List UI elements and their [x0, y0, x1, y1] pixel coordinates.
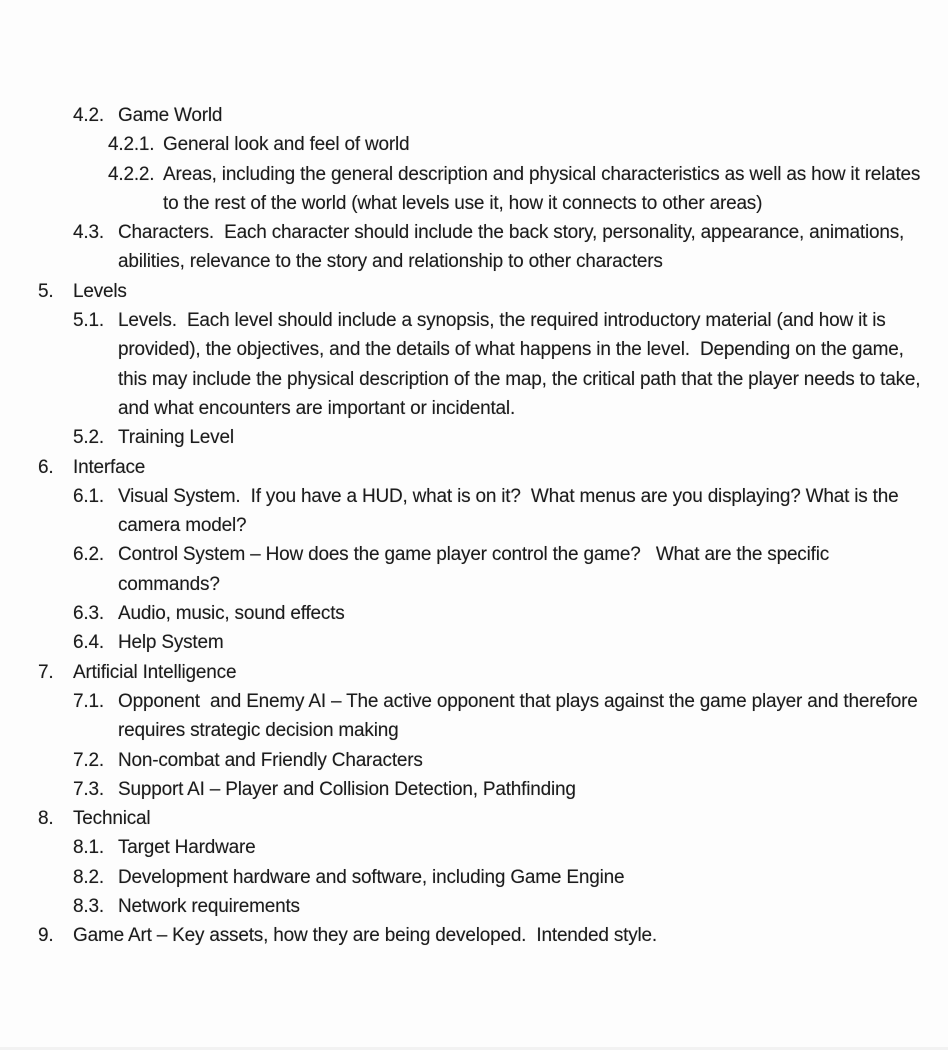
outline-item-text: Non-combat and Friendly Characters: [118, 749, 423, 771]
outline-item-number: 4.2.: [73, 105, 104, 126]
outline-item: [73, 863, 922, 892]
outline-item-text: Network requirements: [118, 896, 300, 918]
outline-item: [73, 540, 922, 599]
outline-item: [73, 101, 922, 130]
outline-item: [38, 804, 922, 833]
outline-item: [108, 130, 922, 159]
outline-item-number: 7.1.: [73, 690, 104, 712]
outline-item: [38, 658, 922, 687]
outline-item-number: 8.2.: [73, 866, 104, 888]
outline-item-number: 7.3.: [73, 778, 104, 800]
outline-item-text: Training Level: [118, 427, 234, 449]
outline-item: [73, 833, 922, 862]
outline-item-number: 4.3.: [73, 222, 104, 244]
outline-item-number: 8.3.: [73, 896, 104, 918]
outline-item-text: Characters. Each character should include the back story, personality, appearance, animations, abilities, relevance to the story and relationship to other characters: [118, 222, 910, 273]
outline-item: [73, 423, 922, 452]
outline-item: [73, 628, 922, 657]
outline-item-text: Opponent and Enemy AI – The active opponent that plays against the game player and therefore requires strategic decision making: [118, 690, 923, 742]
outline-item-text: General look and feel of world: [163, 134, 410, 156]
outline-item: [108, 160, 926, 219]
outline-item-text: Levels. Each level should include a synopsis, the required introductory material (and how it is provided), the objectives, and the details of what happens in the level. Depending on the game, this may include the physical description of the map, the critical path that the player needs to take, and what encounters are important or incidental.: [118, 310, 926, 419]
outline-item-number: 7.: [38, 661, 54, 683]
outline-item-text: Control System – How does the game player control the game? What are the specific commands?: [118, 544, 835, 595]
outline-item-text: Interface: [73, 456, 146, 478]
outline-item: [73, 775, 922, 804]
outline-item-text: Game World: [118, 105, 223, 126]
outline-item-number: 6.: [38, 456, 54, 478]
outline-item-text: Visual System. If you have a HUD, what is on it? What menus are you displaying? What is the camera model?: [118, 485, 904, 537]
outline-item: [38, 277, 922, 306]
outline-item-number: 6.1.: [73, 485, 104, 507]
outline-item-number: 6.4.: [73, 632, 104, 654]
outline-item-number: 5.: [38, 280, 54, 302]
outline-item-text: Audio, music, sound effects: [118, 603, 345, 625]
outline-item: [73, 892, 922, 921]
outline-item: [38, 921, 922, 950]
outline-item-number: 6.3.: [73, 603, 104, 625]
outline-item-text: Game Art – Key assets, how they are being developed. Intended style.: [73, 925, 658, 947]
outline-item-text: Help System: [118, 632, 224, 654]
outline-item-number: 7.2.: [73, 749, 104, 771]
outline-item-text: Development hardware and software, including Game Engine: [118, 866, 625, 888]
outline-item: [73, 687, 922, 746]
outline-item-number: 8.1.: [73, 837, 104, 859]
outline-item: [73, 746, 922, 775]
outline-item-text: Levels: [73, 280, 127, 302]
outline-item-text: Technical: [73, 808, 151, 830]
outline-item: [73, 482, 922, 541]
outline-item: [73, 306, 926, 423]
outline-item-number: 8.: [38, 808, 54, 830]
outline-item-text: Areas, including the general description and physical characteristics as well as how it relates to the rest of the world (what levels use it, how it connects to other areas): [163, 163, 926, 214]
outline-item: [38, 453, 922, 482]
outline-item-text: Target Hardware: [118, 837, 256, 859]
outline-item-number: 4.2.2.: [108, 163, 155, 185]
outline-item: [73, 218, 922, 277]
outline-item-number: 5.1.: [73, 310, 104, 332]
outline-item-number: 5.2.: [73, 427, 104, 449]
outline-item: [73, 599, 922, 628]
outline-item-number: 9.: [38, 925, 54, 947]
outline-item-text: Support AI – Player and Collision Detection, Pathfinding: [118, 778, 576, 800]
outline-item-text: Artificial Intelligence: [73, 661, 237, 683]
outline-item-number: 4.2.1.: [108, 134, 155, 156]
outline-item-number: 6.2.: [73, 544, 104, 566]
